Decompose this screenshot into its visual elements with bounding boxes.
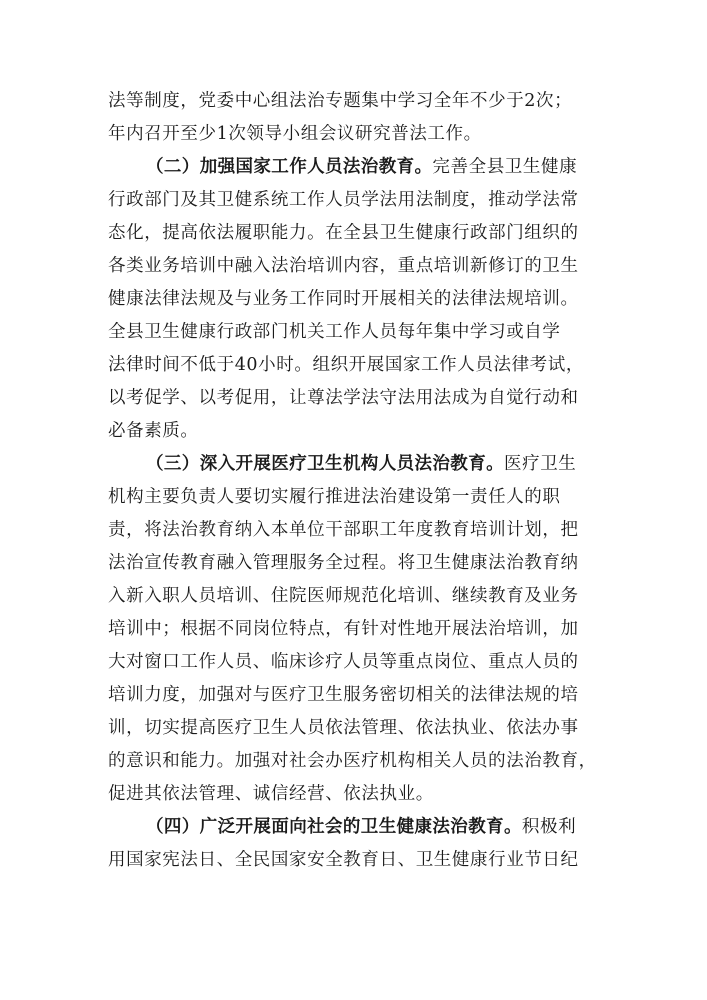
- text-line: [108, 352, 584, 378]
- line-text: 态化，提高依法履职能力。在全县卫生健康行政部门组织的: [108, 223, 579, 243]
- text-line: [108, 385, 579, 411]
- line-text: 以考促学、以考促用，让尊法学法守法用法成为自觉行动和: [108, 388, 579, 408]
- line-text: 必备素质。: [108, 421, 199, 441]
- line-text: 医疗卫生: [504, 454, 577, 474]
- line-text: 行政部门及其卫健系统工作人员学法用法制度，推动学法常: [108, 190, 579, 210]
- text-line: [108, 616, 579, 642]
- line-text: 入新入职人员培训、住院医师规范化培训、继续教育及业务: [108, 586, 579, 606]
- text-line: [108, 418, 199, 444]
- section-heading: （二）加强国家工作人员法治教育。: [146, 157, 433, 177]
- line-text: 大对窗口工作人员、临床诊疗人员等重点岗位、重点人员的: [108, 652, 579, 672]
- text-line: [108, 715, 579, 741]
- text-line: [108, 253, 579, 279]
- line-text: 培训中；根据不同岗位特点，有针对性地开展法治培训，加: [108, 619, 579, 639]
- text-line: [108, 781, 434, 807]
- text-line: [108, 583, 579, 609]
- text-line: [108, 484, 561, 510]
- line-text: 全县卫生健康行政部门机关工作人员每年集中学习或自学: [108, 322, 561, 342]
- text-line: [146, 154, 577, 180]
- text-line: [108, 121, 482, 147]
- text-line: [108, 319, 561, 345]
- line-text: 法治宣传教育融入管理服务全过程。将卫生健康法治教育纳: [108, 553, 579, 573]
- line-text: 用国家宪法日、全民国家安全教育日、卫生健康行业节日纪: [108, 850, 579, 870]
- text-line: [108, 682, 579, 708]
- line-text: 健康法律法规及与业务工作同时开展相关的法律法规培训。: [108, 289, 579, 309]
- line-text: 各类业务培训中融入法治培训内容，重点培训新修订的卫生: [108, 256, 579, 276]
- section-heading: （三）深入开展医疗卫生机构人员法治教育。: [146, 454, 504, 474]
- text-line: [146, 814, 576, 840]
- text-line: [146, 451, 576, 477]
- line-text: 培训力度，加强对与医疗卫生服务密切相关的法律法规的培: [108, 685, 579, 705]
- line-text: 责，将法治教育纳入本单位干部职工年度教育培训计划，把: [108, 520, 579, 540]
- line-text: 积极利: [521, 817, 577, 837]
- text-line: [108, 286, 579, 312]
- text-line: [108, 220, 579, 246]
- text-line: [108, 847, 579, 873]
- line-text: 年内召开至少1次领导小组会议研究普法工作。: [108, 124, 482, 144]
- line-text: 训，切实提高医疗卫生人员依法管理、依法执业、依法办事: [108, 718, 579, 738]
- text-line: [108, 748, 597, 774]
- line-text: 法律时间不低于40小时。组织开展国家工作人员法律考试，: [108, 355, 584, 375]
- line-text: 机构主要负责人要切实履行推进法治建设第一责任人的职: [108, 487, 561, 507]
- text-line: [108, 187, 579, 213]
- text-line: [108, 517, 579, 543]
- line-text: 促进其依法管理、诚信经营、依法执业。: [108, 784, 434, 804]
- text-line: [108, 88, 572, 114]
- line-text: 法等制度，党委中心组法治专题集中学习全年不少于2次；: [108, 91, 573, 111]
- line-text: 完善全县卫生健康: [432, 157, 578, 177]
- line-text: 的意识和能力。加强对社会办医疗机构相关人员的法治教育，: [108, 751, 597, 771]
- section-heading: （四）广泛开展面向社会的卫生健康法治教育。: [146, 817, 522, 837]
- text-line: [108, 550, 579, 576]
- text-line: [108, 649, 579, 675]
